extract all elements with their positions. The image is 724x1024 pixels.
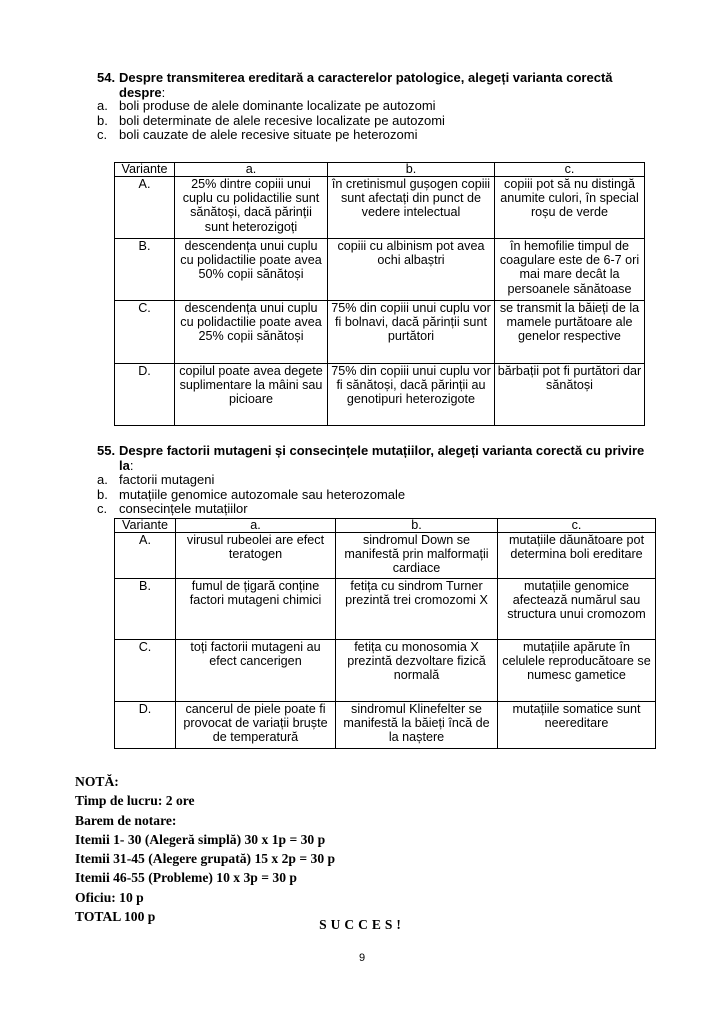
table-row [115, 364, 645, 426]
table-header-row [115, 163, 645, 177]
cell-a: toți factorii mutageni au efect cancerigen [176, 640, 336, 702]
question-54-option-a [97, 99, 445, 114]
header-c: c. [495, 163, 645, 177]
row-variant: D. [115, 364, 175, 426]
option-text: mutațiile genomice autozomale sau heterozomale [119, 486, 406, 502]
question-54-options [97, 99, 445, 143]
row-variant: A. [115, 177, 175, 239]
cell-b: fetița cu monosomia X prezintă dezvoltare fizică normală [336, 640, 498, 702]
note-line: Itemii 1- 30 (Alegeră simplă) 30 x 1p = 30 p [75, 831, 326, 847]
row-variant: C. [115, 301, 175, 364]
header-c: c. [498, 519, 656, 533]
row-variant: D. [115, 702, 176, 749]
cell-c: bărbații pot fi purtători dar sănătoși [495, 364, 645, 426]
note-heading: NOTĂ: [75, 774, 119, 789]
cell-a: descendența unui cuplu cu polidactilie poate avea 25% copii sănătoși [175, 301, 328, 364]
option-text: boli determinate de alele recesive localizate pe autozomi [119, 112, 445, 128]
option-letter: a. [97, 472, 108, 487]
option-text: factorii mutageni [119, 472, 215, 487]
header-a: a. [176, 519, 336, 533]
cell-c: mutațiile apărute în celulele reproducătoare se numesc gametice [498, 640, 656, 702]
question-54-title-line2: despre [119, 85, 162, 100]
cell-c: mutațiile dăunătoare pot determina boli ereditare [498, 533, 656, 579]
cell-c: în hemofilie timpul de coagulare este de 6-7 ori mai mare decât la persoanele sănătoase [495, 239, 645, 301]
question-55-title [97, 443, 667, 473]
table-row [115, 579, 656, 640]
row-variant: B. [115, 239, 175, 301]
question-54-title-colon: : [161, 85, 166, 100]
question-55-title-colon: : [129, 458, 134, 473]
table-row [115, 640, 656, 702]
option-letter: c. [97, 127, 108, 142]
cell-a: cancerul de piele poate fi provocat de variații bruște de temperatură [176, 702, 336, 749]
option-text: consecințele mutațiilor [119, 501, 248, 516]
note-line: Itemii 31-45 (Alegere grupată) 15 x 2p = 30 p [75, 851, 336, 867]
note-line: Itemii 46-55 (Probleme) 10 x 3p = 30 p [75, 870, 297, 886]
option-letter: b. [97, 112, 108, 128]
table-row [115, 177, 645, 239]
question-55-option-a [97, 473, 405, 488]
question-54-number: 54. [97, 70, 116, 85]
note-line: Barem de notare: [75, 812, 177, 828]
cell-a: copilul poate avea degete suplimentare la mâini sau picioare [175, 364, 328, 426]
option-text: boli cauzate de alele recesive situate pe heterozomi [119, 127, 418, 142]
grading-note [75, 772, 335, 926]
row-variant: B. [115, 579, 176, 640]
question-55-options [97, 473, 405, 517]
option-letter: b. [97, 486, 108, 502]
table-header-row [115, 519, 656, 533]
table-row [115, 301, 645, 364]
cell-b: în cretinismul gușogen copiii sunt afectați din punct de vedere intelectual [328, 177, 495, 239]
question-55-option-b [97, 488, 405, 503]
table-row [115, 239, 645, 301]
cell-a: 25% dintre copiii unui cuplu cu polidactilie sunt sănătoși, dacă părinții sunt heterozigoți [175, 177, 328, 239]
cell-a: fumul de țigară conține factori mutageni chimici [176, 579, 336, 640]
question-55-table [114, 518, 656, 749]
option-text: boli produse de alele dominante localizate pe autozomi [119, 98, 436, 113]
cell-b: 75% din copiii unui cuplu vor fi bolnavi, dacă părinții sunt purtători [328, 301, 495, 364]
cell-b: sindromul Klinefelter se manifestă la băieți încă de la naștere [336, 702, 498, 749]
note-line: Timp de lucru: 2 ore [75, 793, 195, 809]
table-row [115, 702, 656, 749]
question-54-title [97, 70, 657, 100]
cell-c: mutațiile somatice sunt neereditare [498, 702, 656, 749]
table-row [115, 533, 656, 579]
note-line: Oficiu: 10 p [75, 889, 144, 905]
header-variante: Variante [115, 519, 176, 533]
header-b: b. [336, 519, 498, 533]
question-55-title-line2: la [119, 458, 130, 473]
cell-b: copiii cu albinism pot avea ochi albaștri [328, 239, 495, 301]
note-line: TOTAL 100 p [75, 909, 156, 925]
cell-b: 75% din copiii unui cuplu vor fi sănătoși, dacă părinții au genotipuri heterozigote [328, 364, 495, 426]
question-54-table [114, 162, 645, 426]
succes-text: SUCCES! [319, 917, 405, 932]
cell-c: se transmit la băieți de la mamele purtătoare ale genelor respective [495, 301, 645, 364]
option-letter: a. [97, 98, 108, 113]
option-letter: c. [97, 501, 108, 516]
question-55-option-c [97, 502, 405, 517]
question-54-option-c [97, 128, 445, 143]
question-55-title-line1: Despre factorii mutageni și consecințele mutațiilor, alegeți varianta corectă cu privire [119, 443, 645, 458]
cell-b: fetița cu sindrom Turner prezintă trei cromozomi X [336, 579, 498, 640]
cell-c: mutațiile genomice afectează numărul sau structura unui cromozom [498, 579, 656, 640]
question-54-option-b [97, 114, 445, 129]
row-variant: C. [115, 640, 176, 702]
header-b: b. [328, 163, 495, 177]
cell-a: descendența unui cuplu cu polidactilie poate avea 50% copii sănătoși [175, 239, 328, 301]
page-number: 9 [358, 952, 366, 964]
cell-b: sindromul Down se manifestă prin malformații cardiace [336, 533, 498, 579]
header-a: a. [175, 163, 328, 177]
cell-c: copiii pot să nu distingă anumite culori, în special roșu de verde [495, 177, 645, 239]
question-55-number: 55. [97, 443, 116, 458]
cell-a: virusul rubeolei are efect teratogen [176, 533, 336, 579]
question-54-title-line1: Despre transmiterea ereditară a caracterelor patologice, alegeți varianta corectă [119, 70, 613, 85]
header-variante: Variante [115, 163, 175, 177]
row-variant: A. [115, 533, 176, 579]
